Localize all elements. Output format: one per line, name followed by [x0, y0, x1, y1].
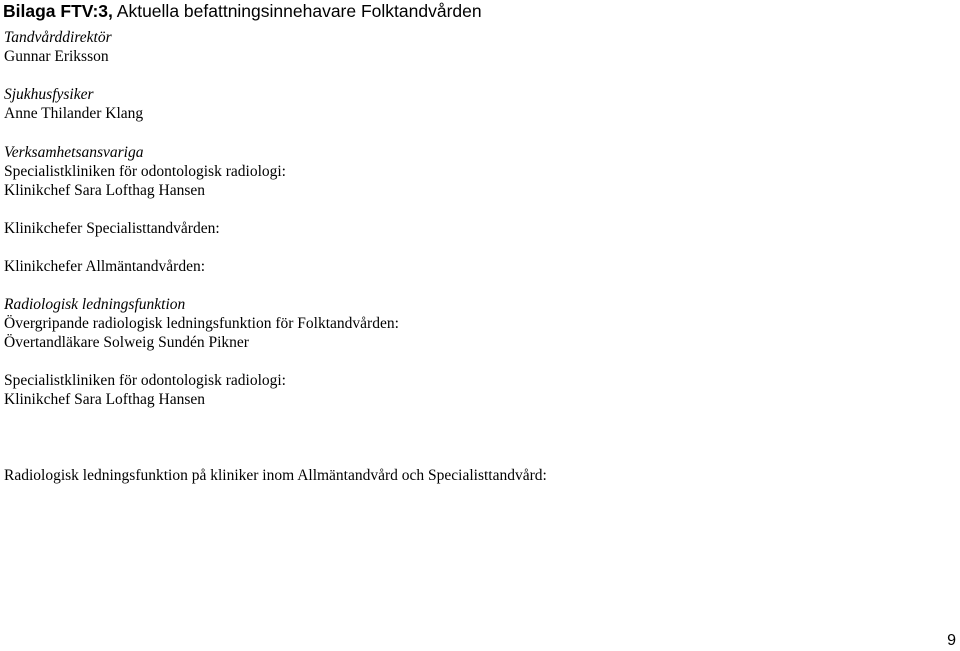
klinikchefer-specialisttandvarden: Klinikchefer Specialisttandvården:	[4, 220, 220, 237]
overgripande-ledningsfunktion: Övergripande radiologisk ledningsfunktion för Folktandvården:	[4, 315, 399, 332]
name-klinikchef-2: Klinikchef Sara Lofthag Hansen	[4, 391, 206, 408]
clinic-odontologisk-radiologi: Specialistkliniken för odontologisk radiologi:	[4, 163, 286, 180]
document-heading	[3, 1, 482, 22]
heading-appendix-label: Bilaga FTV:3,	[3, 1, 113, 21]
page-number: 9	[947, 632, 956, 649]
clinic-odontologisk-radiologi-2: Specialistkliniken för odontologisk radiologi:	[4, 372, 286, 389]
name-overtandlakare: Övertandläkare Solweig Sundén Pikner	[4, 334, 249, 351]
section-title-tandvarddirektor: Tandvårddirektör	[4, 29, 112, 46]
klinikchefer-allmantandvarden: Klinikchefer Allmäntandvården:	[4, 258, 206, 275]
section-title-sjukhusfysiker: Sjukhusfysiker	[4, 86, 94, 103]
name-sjukhusfysiker: Anne Thilander Klang	[4, 105, 144, 122]
heading-title: Aktuella befattningsinnehavare Folktandvården	[112, 1, 482, 21]
name-klinikchef: Klinikchef Sara Lofthag Hansen	[4, 182, 206, 199]
section-title-verksamhetsansvariga: Verksamhetsansvariga	[4, 144, 144, 161]
ledningsfunktion-pa-kliniker: Radiologisk ledningsfunktion på kliniker inom Allmäntandvård och Specialisttandvård:	[4, 467, 547, 484]
name-tandvarddirektor: Gunnar Eriksson	[4, 48, 109, 65]
section-title-radiologisk-ledningsfunktion: Radiologisk ledningsfunktion	[4, 296, 186, 313]
